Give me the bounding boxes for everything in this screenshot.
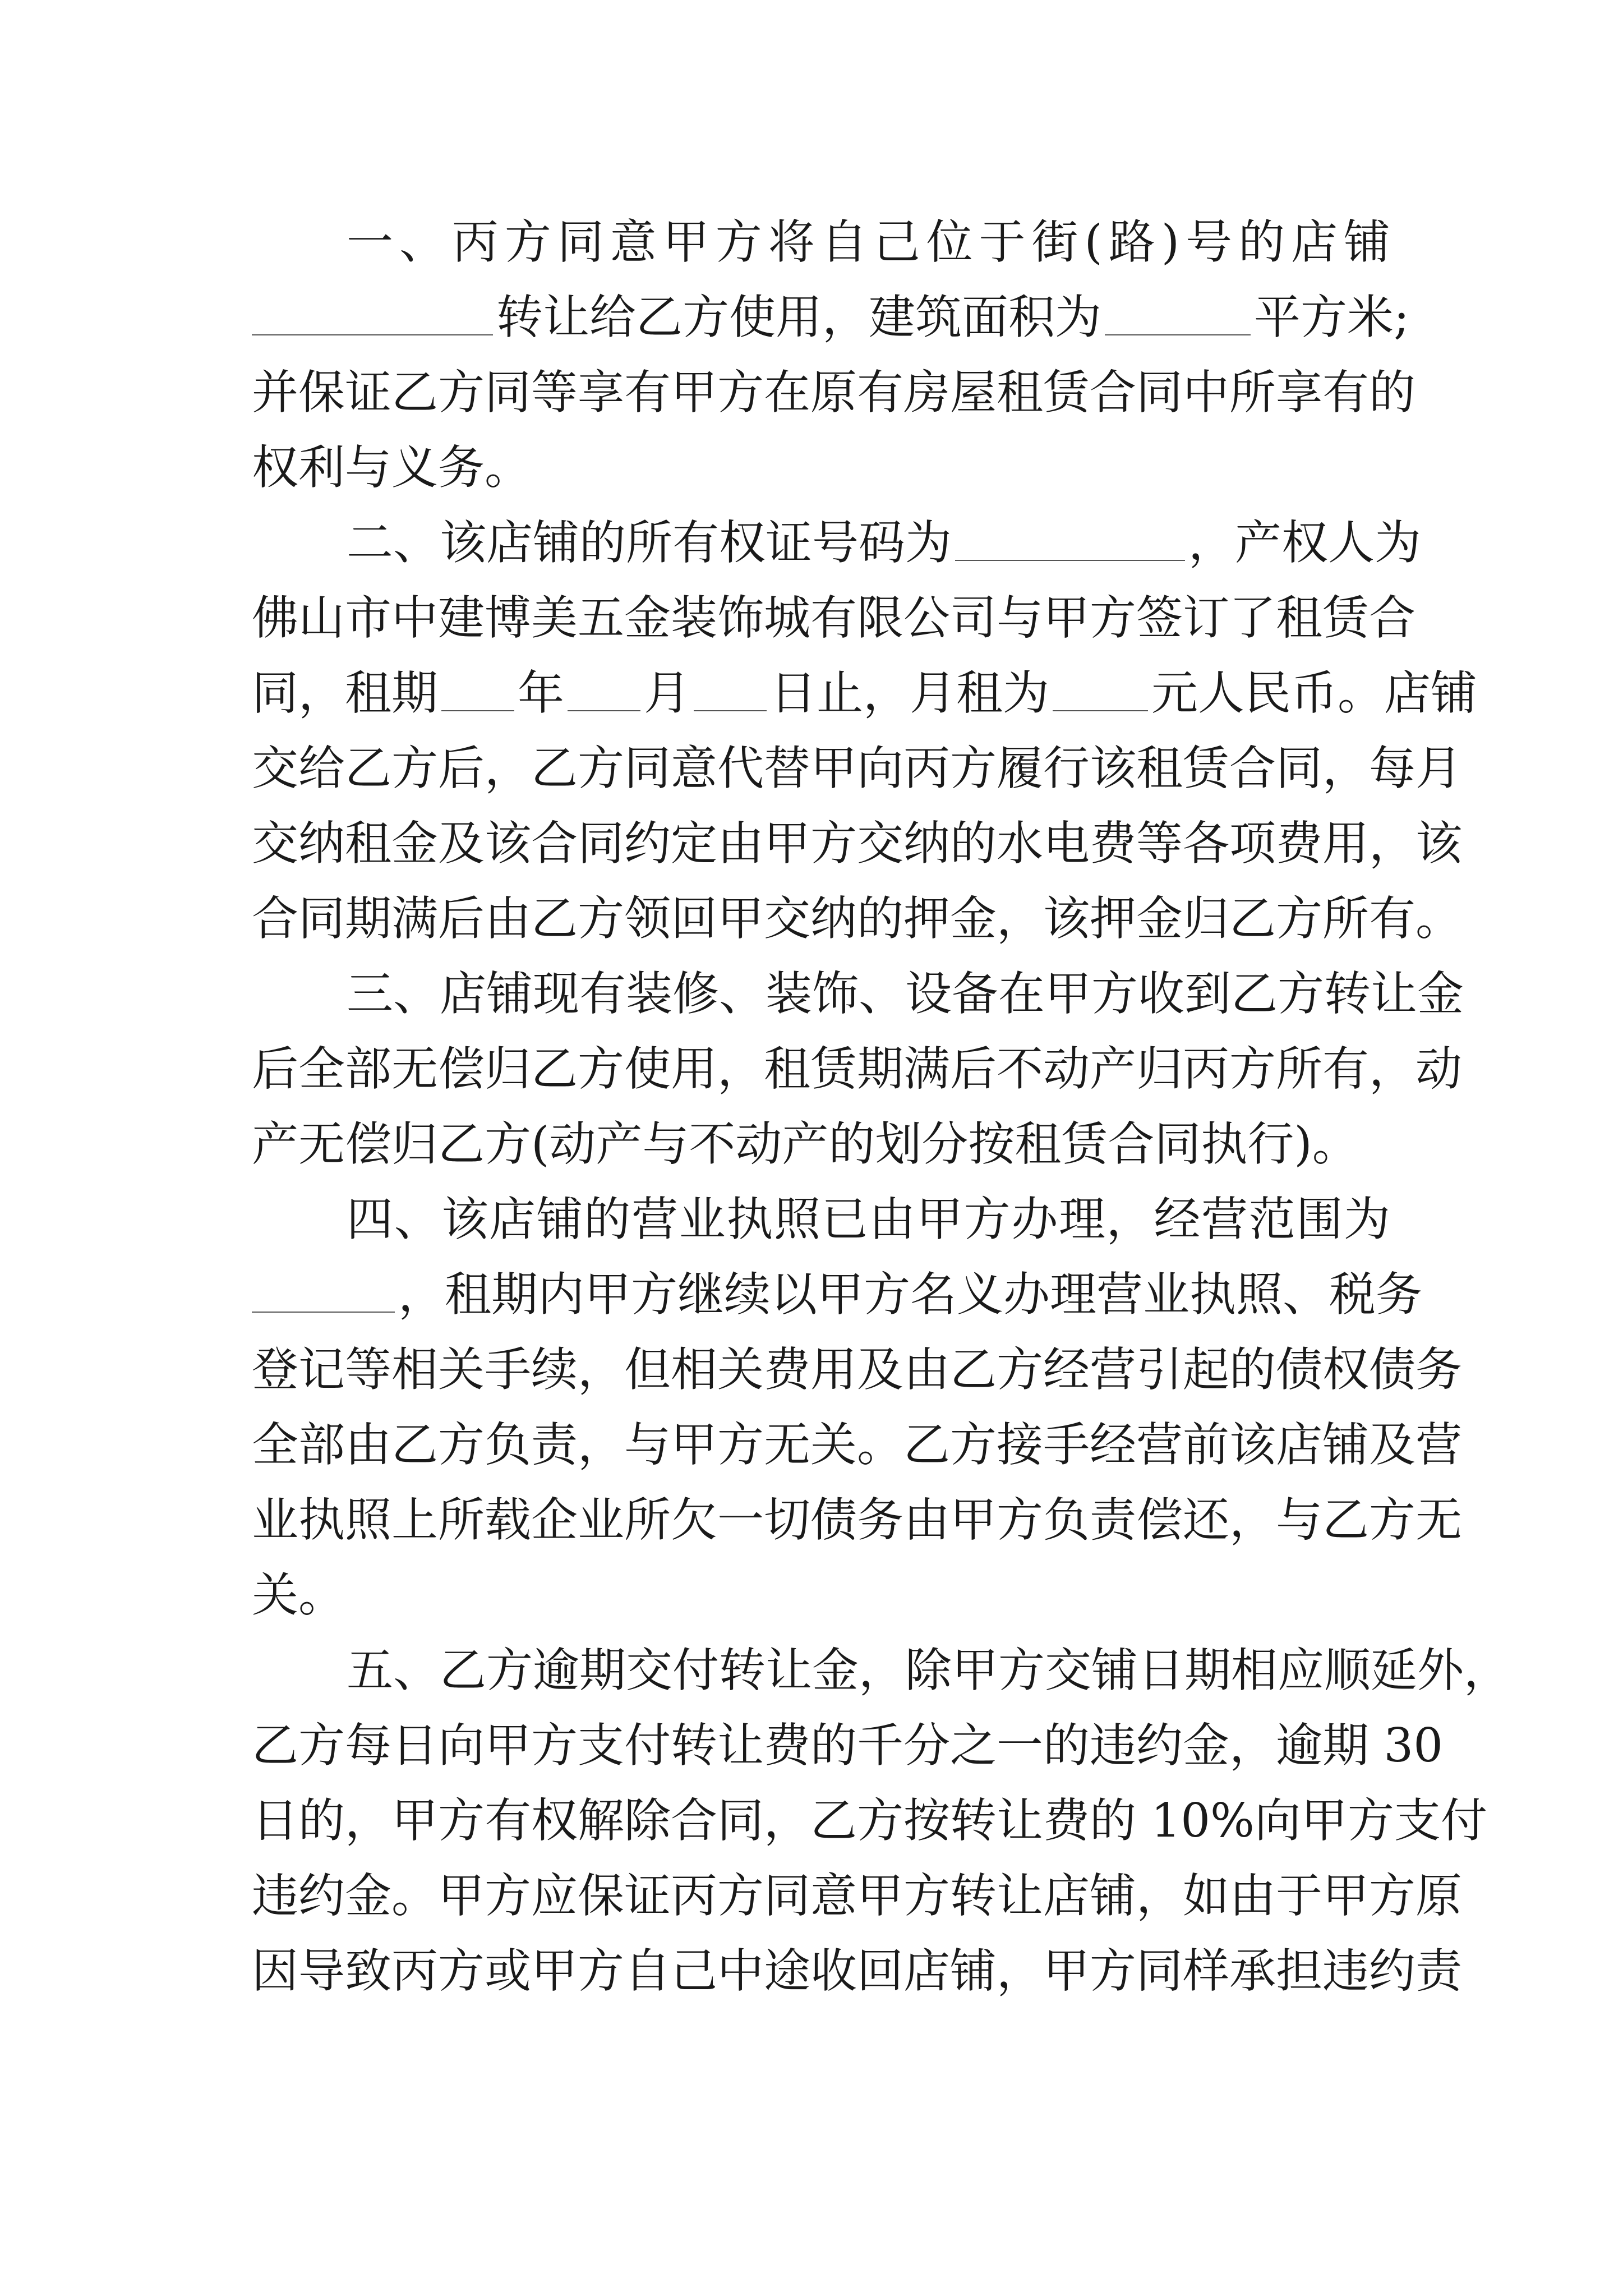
clause-5-line-4: 违约金。甲方应保证丙方同意甲方转让店铺，如由于甲方原 xyxy=(252,1869,1462,1923)
clause-1-line-2-text: 转让给乙方使用，建筑面积为 xyxy=(496,290,1101,344)
floor-area-blank xyxy=(1105,334,1251,335)
clause-2-line-2: 佛山市中建博美五金装饰城有限公司与甲方签订了租赁合 xyxy=(252,591,1415,645)
clause-3-line-1: 三、店铺现有装修、装饰、设备在甲方收到乙方转让金 xyxy=(347,967,1464,1021)
clause-5-line-1: 五、乙方逾期交付转让金，除甲方交铺日期相应顺延外， xyxy=(347,1643,1510,1697)
clause-1-line-1: 一、丙方同意甲方将自己位于街(路)号的店铺 xyxy=(347,215,1390,269)
clause-1-line-2-end: 平方米; xyxy=(1254,290,1409,344)
clause-1-line-2 xyxy=(252,284,1409,351)
clause-2-line-5: 交纳租金及该合同约定由甲方交纳的水电费等各项费用，该 xyxy=(252,816,1462,871)
clause-4-line-5: 业执照上所载企业所欠一切债务由甲方负责偿还，与乙方无 xyxy=(252,1493,1462,1547)
clause-2-line-1 xyxy=(347,509,1421,577)
clause-1-line-4: 权利与义务。 xyxy=(252,440,531,495)
clause-4-line-1: 四、该店铺的营业执照已由甲方办理，经营范围为 xyxy=(347,1192,1390,1246)
clause-2-line-1-pre: 二、该店铺的所有权证号码为 xyxy=(347,516,952,570)
day-blank xyxy=(694,710,767,711)
ownership-cert-blank xyxy=(955,559,1185,561)
clause-4-line-2-text: ，租期内甲方继续以甲方名义办理营业执照、税务 xyxy=(398,1267,1422,1322)
clause-2-line-1-post: ，产权人为 xyxy=(1188,516,1421,570)
clause-2-line-4: 交给乙方后，乙方同意代替甲向丙方履行该租赁合同，每月 xyxy=(252,741,1462,795)
shop-location-blank xyxy=(252,334,493,335)
clause-3-line-3: 产无偿归乙方(动产与不动产的划分按租赁合同执行)。 xyxy=(252,1117,1359,1171)
business-scope-blank xyxy=(252,1311,395,1313)
clause-5-line-3: 日的，甲方有权解除合同，乙方按转让费的 10%向甲方支付 xyxy=(252,1793,1487,1848)
clause-1-line-3: 并保证乙方同等享有甲方在原有房屋租赁合同中所享有的 xyxy=(252,365,1415,420)
clause-2-line-3-c: 月 xyxy=(644,666,690,720)
clause-2-line-3-a: 同，租期 xyxy=(252,666,438,720)
clause-4-line-3: 登记等相关手续，但相关费用及由乙方经营引起的债权债务 xyxy=(252,1342,1462,1397)
clause-5-line-5: 因导致丙方或甲方自己中途收回店铺，甲方同样承担违约责 xyxy=(252,1944,1462,1998)
clause-3-line-2: 后全部无偿归乙方使用，租赁期满后不动产归丙方所有，动 xyxy=(252,1042,1462,1096)
month-blank xyxy=(568,710,640,711)
clause-2-line-3 xyxy=(252,660,1477,727)
clause-2-line-3-e: 元人民币。店铺 xyxy=(1151,666,1477,720)
clause-5-line-2: 乙方每日向甲方支付转让费的千分之一的违约金，逾期 30 xyxy=(252,1718,1443,1773)
clause-2-line-3-d: 日止，月租为 xyxy=(770,666,1049,720)
clause-4-line-2 xyxy=(252,1261,1422,1328)
year-blank xyxy=(441,710,514,711)
clause-2-line-3-b: 年 xyxy=(518,666,564,720)
clause-2-line-6: 合同期满后由乙方领回甲交纳的押金，该押金归乙方所有。 xyxy=(252,891,1462,946)
clause-4-line-6: 关。 xyxy=(252,1568,345,1622)
clause-4-line-4: 全部由乙方负责，与甲方无关。乙方接手经营前该店铺及营 xyxy=(252,1418,1462,1472)
monthly-rent-blank xyxy=(1053,710,1148,711)
